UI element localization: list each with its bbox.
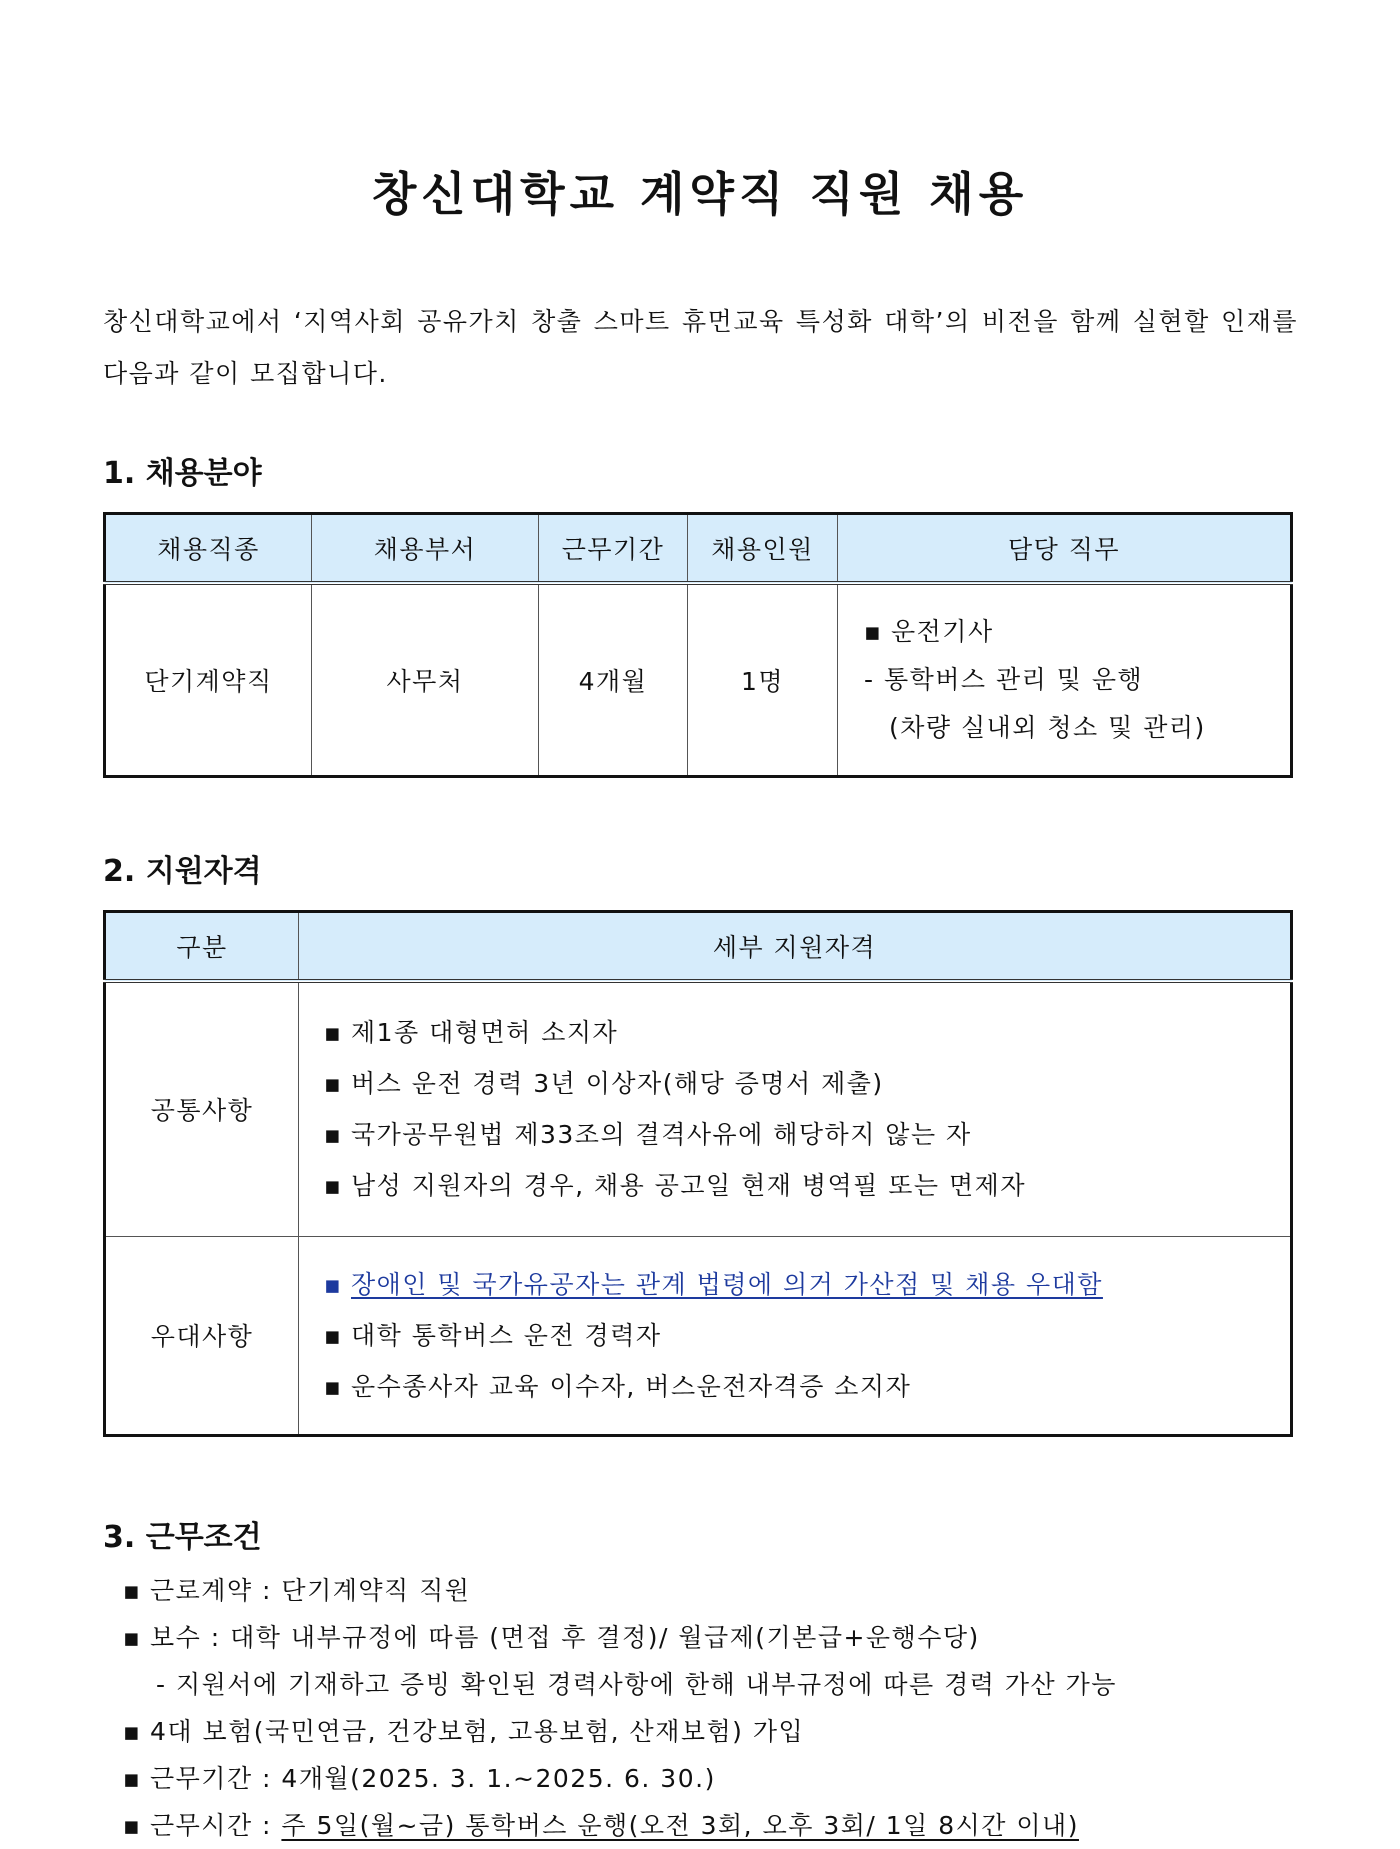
condition-hours-label: 근무시간 : [150, 1811, 282, 1840]
cell-common-label: 공통사항 [105, 981, 299, 1236]
list-item [324, 1310, 1290, 1361]
cell-job-type: 단기계약직 [105, 583, 312, 777]
bullet-icon: ▪ [324, 1371, 343, 1401]
qualification-table-header-row [105, 912, 1292, 982]
duty-title [864, 608, 1290, 656]
intro-paragraph: 창신대학교에서 ‘지역사회 공유가치 창출 스마트 휴먼교육 특성화 대학’의 비전을 함께 실현할 인재를 다음과 같이 모집합니다. [103, 307, 1298, 388]
duty-title-text: 운전기사 [891, 617, 994, 646]
duty-line-2: (차량 실내외 청소 및 관리) [889, 713, 1206, 742]
cell-headcount: 1명 [688, 583, 838, 777]
list-item-text: 제1종 대형면허 소지자 [351, 1018, 619, 1048]
bullet-icon: ▪ [123, 1717, 142, 1746]
recruitment-table-header-row [105, 514, 1292, 584]
bullet-icon: ▪ [324, 1320, 343, 1350]
column-header-department: 채용부서 [312, 514, 539, 584]
working-conditions-list [123, 1567, 1323, 1849]
section-heading-recruitment-field: 1. 채용분야 [103, 456, 262, 491]
bullet-icon: ▪ [123, 1623, 142, 1652]
cell-preferred-items [299, 1236, 1292, 1436]
column-header-category: 구분 [105, 912, 299, 982]
column-header-headcount: 채용인원 [688, 514, 838, 584]
table-row [105, 981, 1292, 1236]
section-heading-working-conditions: 3. 근무조건 [103, 1520, 262, 1555]
condition-pay: 보수 : 대학 내부규정에 따름 (면접 후 결정)/ 월급제(기본급+운행수당) [150, 1623, 980, 1652]
bullet-icon: ▪ [324, 1018, 343, 1048]
bullet-icon: ▪ [324, 1171, 343, 1201]
bullet-icon: ▪ [324, 1269, 343, 1299]
list-item [324, 1109, 1290, 1160]
list-item [123, 1708, 1323, 1755]
list-item-text: 남성 지원자의 경우, 채용 공고일 현재 병역필 또는 면제자 [351, 1171, 1026, 1201]
cell-common-items [299, 981, 1292, 1236]
duty-line-1: - 통학버스 관리 및 운행 [864, 665, 1144, 694]
section-heading-qualifications: 2. 지원자격 [103, 854, 262, 889]
list-item-text: 운수종사자 교육 이수자, 버스운전자격증 소지자 [351, 1371, 912, 1401]
page-title: 창신대학교 계약직 직원 채용 [371, 167, 1029, 221]
list-item-text: 버스 운전 경력 3년 이상자(해당 증명서 제출) [351, 1069, 884, 1099]
list-item-text: 장애인 및 국가유공자는 관계 법령에 의거 가산점 및 채용 우대함 [351, 1269, 1103, 1299]
condition-insurance: 4대 보험(국민연금, 건강보험, 고용보험, 산재보험) 가입 [150, 1717, 805, 1746]
cell-work-period: 4개월 [539, 583, 688, 777]
list-item [123, 1802, 1323, 1849]
condition-contract: 근로계약 : 단기계약직 직원 [150, 1576, 471, 1605]
list-item-text: 대학 통학버스 운전 경력자 [351, 1320, 662, 1350]
column-header-job-type: 채용직종 [105, 514, 312, 584]
bullet-icon: ▪ [123, 1576, 142, 1605]
condition-period: 근무기간 : 4개월(2025. 3. 1.~2025. 6. 30.) [150, 1764, 716, 1793]
list-item [123, 1614, 1323, 1661]
list-item-sub: - 지원서에 기재하고 증빙 확인된 경력사항에 한해 내부규정에 따른 경력 가산 가능 [156, 1670, 1117, 1699]
table-row [105, 1236, 1292, 1436]
bullet-icon: ▪ [123, 1811, 142, 1840]
list-item-highlighted [324, 1259, 1290, 1310]
list-item [123, 1755, 1323, 1802]
recruitment-table [103, 512, 1293, 778]
bullet-icon: ▪ [324, 1120, 343, 1150]
condition-hours-value: 주 5일(월~금) 통학버스 운행(오전 3회, 오후 3회/ 1일 8시간 이내) [281, 1811, 1079, 1840]
list-item [123, 1567, 1323, 1614]
bullet-icon: ▪ [123, 1764, 142, 1793]
list-item-text: 국가공무원법 제33조의 결격사유에 해당하지 않는 자 [351, 1120, 972, 1150]
bullet-icon: ▪ [864, 617, 883, 646]
cell-preferred-label: 우대사항 [105, 1236, 299, 1436]
list-item [324, 1361, 1290, 1412]
list-item [324, 1058, 1290, 1109]
cell-department: 사무처 [312, 583, 539, 777]
list-item [324, 1007, 1290, 1058]
column-header-work-period: 근무기간 [539, 514, 688, 584]
cell-duty [838, 583, 1292, 777]
column-header-details: 세부 지원자격 [299, 912, 1292, 982]
column-header-duty: 담당 직무 [838, 514, 1292, 584]
bullet-icon: ▪ [324, 1069, 343, 1099]
table-row [105, 583, 1292, 777]
qualification-table [103, 910, 1293, 1437]
list-item [324, 1160, 1290, 1211]
